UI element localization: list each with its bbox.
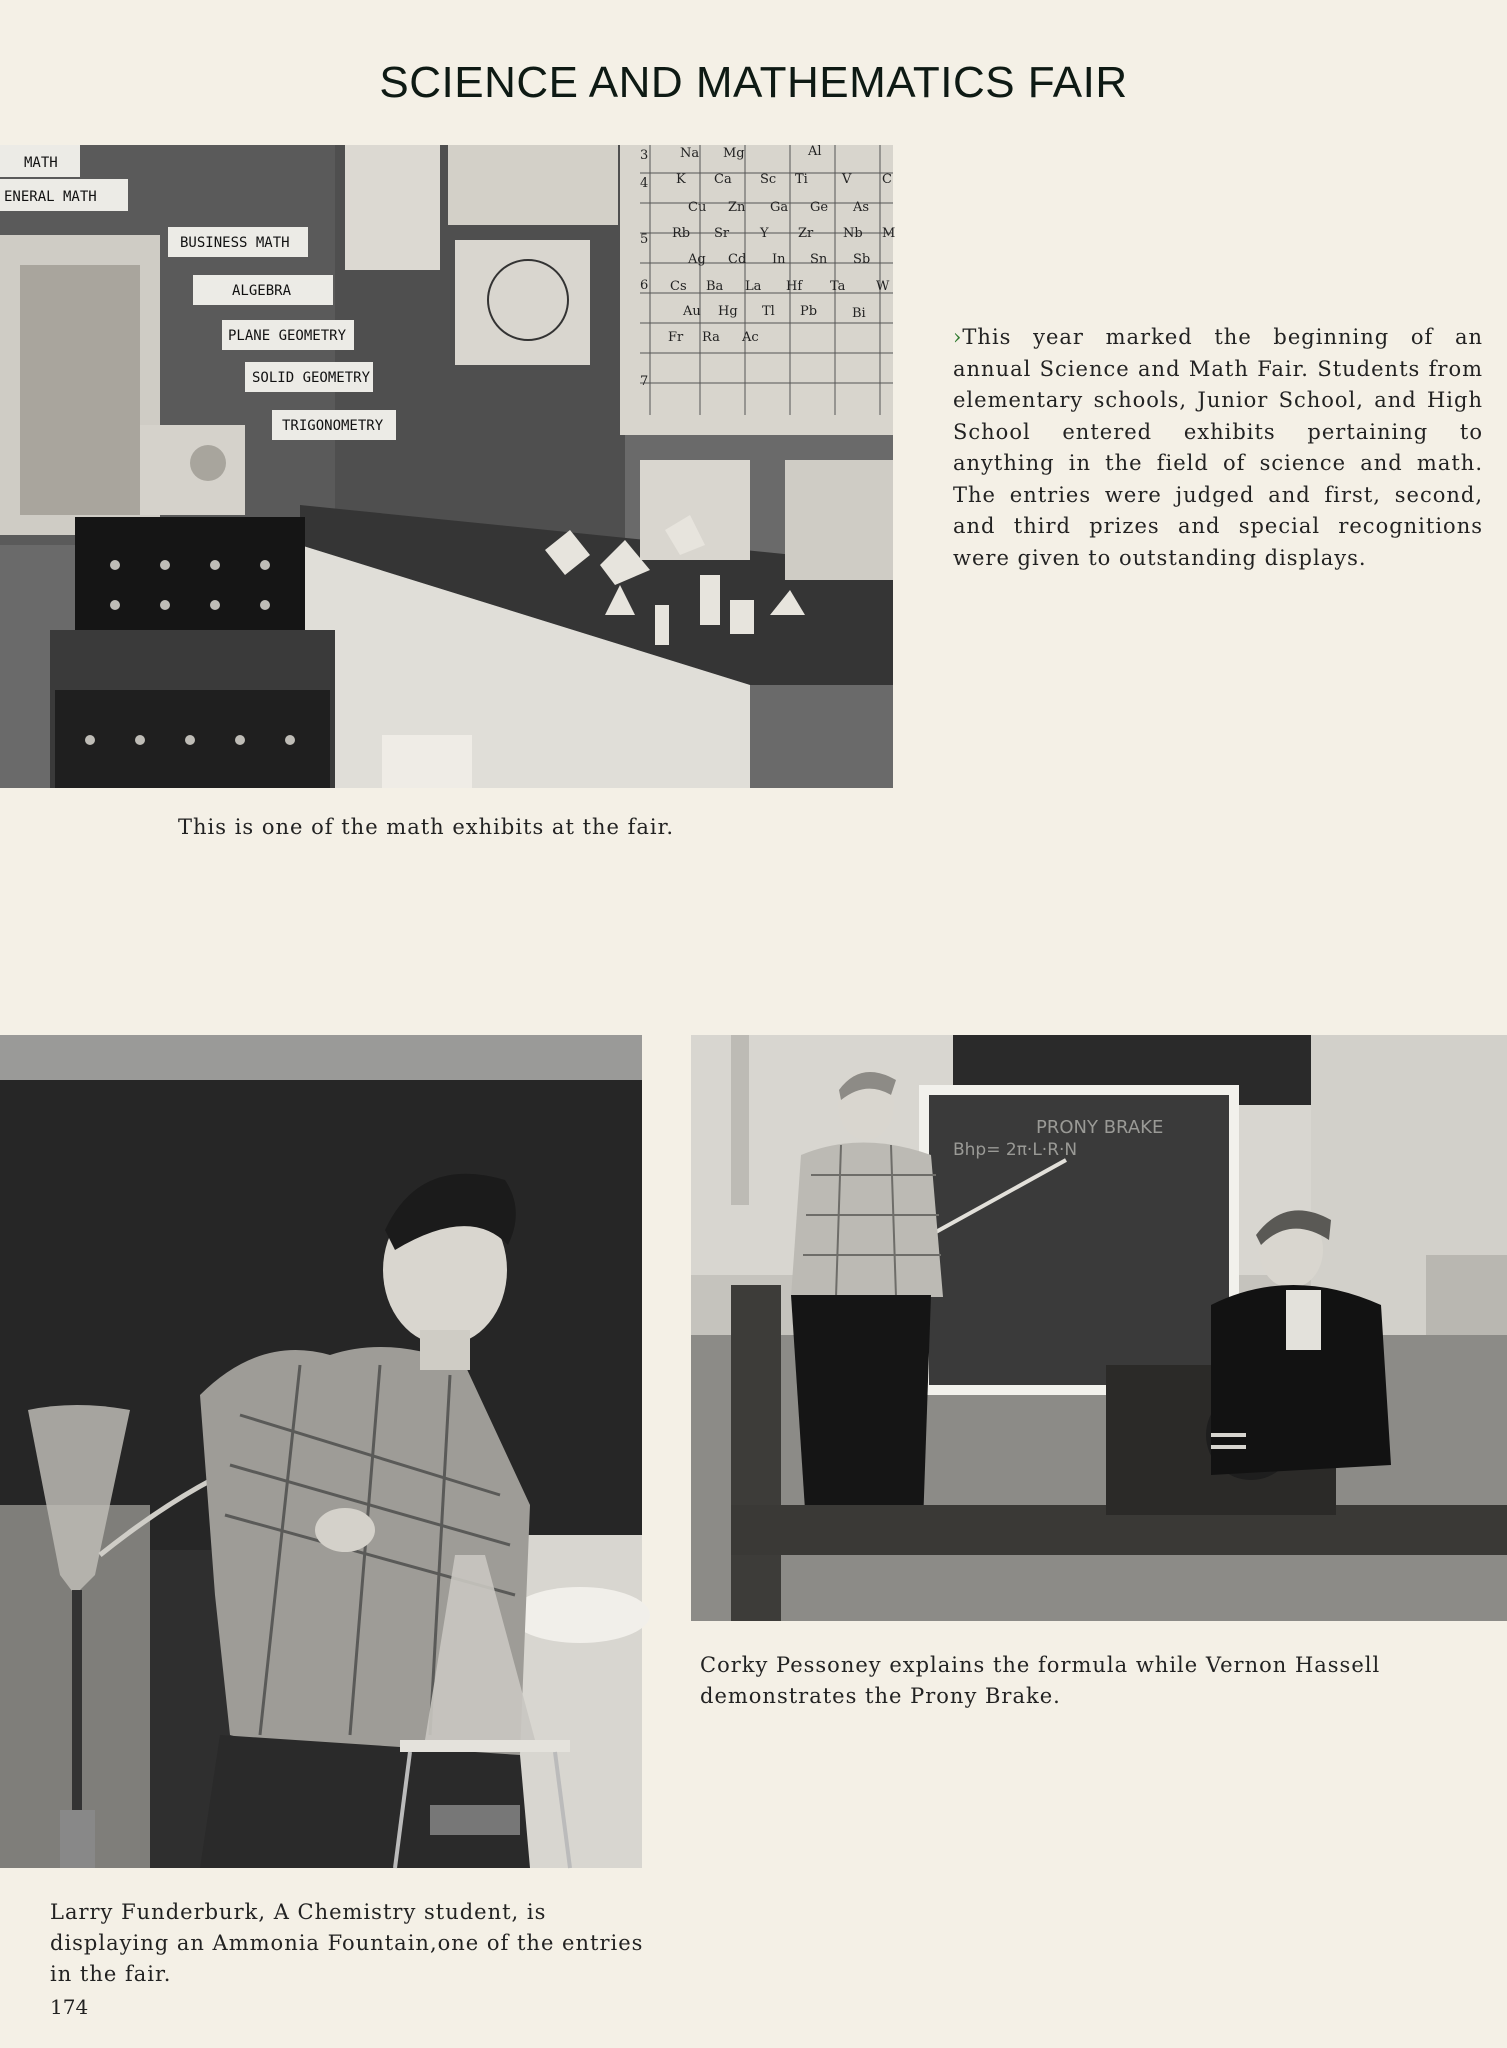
intro-paragraph — [953, 322, 1483, 574]
element-symbol: Tl — [762, 304, 775, 319]
element-symbol: Cs — [670, 279, 687, 294]
element-symbol: Ge — [810, 200, 829, 215]
element-symbol: Cu — [688, 200, 707, 215]
sign-algebra: ALGEBRA — [232, 283, 292, 299]
element-symbol: Ac — [742, 330, 759, 345]
element-symbol: Pb — [800, 304, 818, 319]
element-symbol: Cd — [728, 252, 747, 267]
row-number: 3 — [640, 148, 649, 163]
prony-brake-caption: Corky Pessoney explains the formula while Vernon Hassell demonstrates the Prony Brake. — [700, 1653, 1381, 1708]
element-symbol: Ti — [795, 172, 808, 187]
element-symbol: Sr — [714, 226, 730, 241]
element-symbol: Zn — [728, 200, 746, 215]
page-title: SCIENCE AND MATHEMATICS FAIR — [379, 58, 1128, 107]
prony-brake-photo — [691, 1035, 1507, 1621]
page-number: 174 — [50, 1995, 89, 2019]
sign-math: MATH — [24, 155, 58, 171]
board-title: PRONY BRAKE — [1036, 1117, 1164, 1138]
row-number: 5 — [640, 232, 649, 247]
element-symbol: M — [882, 226, 896, 241]
element-symbol: La — [745, 279, 762, 294]
element-symbol: C — [882, 172, 892, 187]
element-symbol: W — [876, 279, 890, 294]
element-symbol: Mg — [723, 146, 745, 161]
element-symbol: Ga — [770, 200, 789, 215]
element-symbol: Zr — [798, 226, 814, 241]
element-symbol: Au — [683, 304, 701, 319]
sign-business-math: BUSINESS MATH — [180, 235, 290, 251]
chemistry-student-caption: Larry Funderburk, A Chemistry student, is displaying an Ammonia Fountain,one of the entries in the fair. — [50, 1900, 644, 1986]
element-symbol: Na — [680, 146, 700, 161]
element-symbol: Sc — [760, 172, 777, 187]
math-exhibit-photo — [0, 144, 896, 788]
element-symbol: Y — [760, 226, 769, 241]
element-symbol: Ca — [714, 172, 732, 187]
row-number: 6 — [640, 278, 649, 293]
element-symbol: Sn — [810, 252, 828, 267]
element-symbol: Rb — [672, 226, 691, 241]
chemistry-student-photo — [0, 1035, 642, 1868]
sign-solid-geometry: SOLID GEOMETRY — [252, 370, 371, 386]
math-exhibit-caption: This is one of the math exhibits at the fair. — [178, 815, 675, 839]
element-symbol: Al — [808, 144, 822, 159]
sign-general-math: ENERAL MATH — [4, 189, 97, 205]
row-number: 4 — [640, 176, 649, 191]
row-number: 7 — [640, 374, 649, 389]
intro-text: This year marked the beginning of an annual Science and Math Fair. Students from elementary schools, Junior School, and High School entered exhibits pertaining to anything in the field of science and math. The entries were judged and first, second, and third prizes and special recognitions were given to outstanding displays. — [953, 325, 1483, 570]
element-symbol: Hg — [718, 304, 738, 319]
element-symbol: Hf — [786, 279, 803, 294]
element-symbol: Ag — [688, 252, 706, 267]
sign-trigonometry: TRIGONOMETRY — [282, 418, 384, 434]
element-symbol: Nb — [843, 226, 863, 241]
element-symbol: Sb — [853, 252, 871, 267]
element-symbol: Ta — [830, 279, 846, 294]
element-symbol: Ba — [706, 279, 724, 294]
element-symbol: As — [853, 200, 870, 215]
board-formula: Bhp= 2π·L·R·N — [953, 1140, 1078, 1160]
element-symbol: Bi — [852, 306, 866, 321]
sign-plane-geometry: PLANE GEOMETRY — [228, 328, 347, 344]
element-symbol: Ra — [702, 330, 720, 345]
paragraph-mark: › — [953, 325, 963, 349]
element-symbol: V — [842, 172, 852, 187]
element-symbol: Fr — [668, 330, 684, 345]
element-symbol: K — [676, 172, 686, 187]
element-symbol: In — [772, 252, 786, 267]
